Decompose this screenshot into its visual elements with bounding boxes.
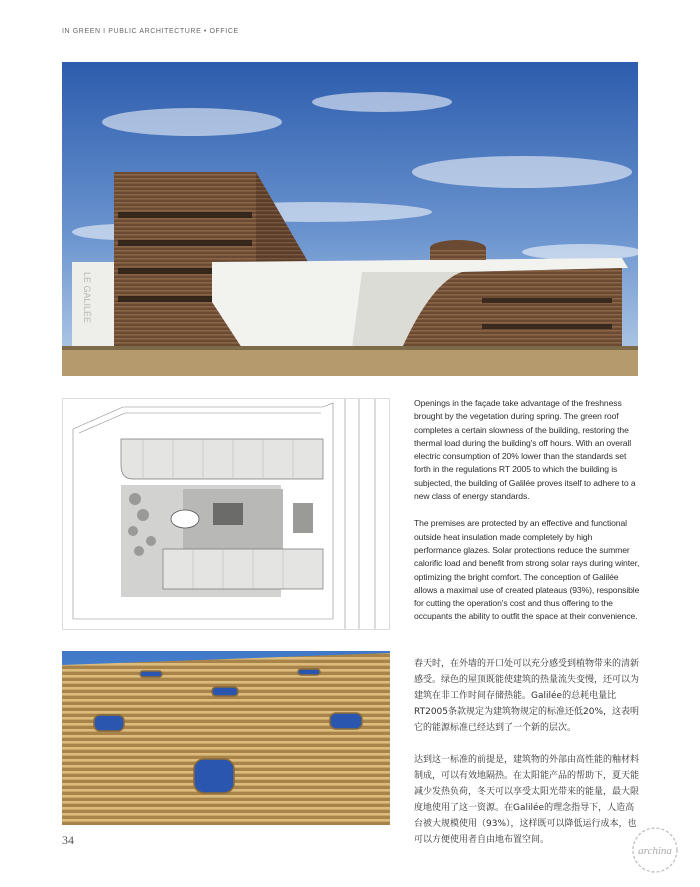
site-plan-illustration bbox=[63, 399, 389, 629]
hero-photo-illustration bbox=[62, 62, 638, 376]
facade-slats bbox=[62, 653, 390, 825]
chinese-paragraph-1: 春天时，在外墙的开口处可以充分感受到植物带来的清新感受。绿色的屋顶既能使建筑的热量流失变慢，还可以为建筑在非工作时间存储热能。Galilée的总耗电量比RT2005条款规定为建筑物规定的标准还低20%，这表明它的能源标准已经达到了一个新的层次。 bbox=[414, 659, 640, 733]
svg-text:archina: archina bbox=[638, 845, 672, 857]
running-head: IN GREEN I PUBLIC ARCHITECTURE • OFFICE bbox=[62, 28, 239, 35]
english-paragraph-1: Openings in the façade take advantage of the freshness brought by the vegetation during spring. The green roof completes a certain slowness of the building, restoring the thermal load during the building's off hours. With an overall electric consumption of 20% lower than the standards set forth in the regulations RT 2005 to which the building is subjected, the building of Galilée proves itself to adhere to a new class of energy standards. bbox=[414, 398, 636, 502]
watermark-icon bbox=[620, 820, 690, 880]
facade-photo-illustration bbox=[62, 651, 390, 825]
watermark-logo bbox=[620, 820, 690, 880]
english-body-text bbox=[414, 397, 640, 638]
site-plan-drawing bbox=[62, 398, 390, 630]
chinese-paragraph-2: 达到这一标准的前提是，建筑物的外部由高性能的釉材料制成，可以有效地隔热。在太阳能产品的帮助下，夏天能减少发热负荷，冬天可以享受太阳光带来的能量，最大限度地使用了这一资源。在Galilée的理念指导下，人造高台被大规模使用（93%），这样既可以降低运行成本，也可以方便使用者自由地布置空间。 bbox=[414, 755, 640, 845]
ground bbox=[62, 348, 638, 376]
hero-building-photo bbox=[62, 62, 638, 376]
english-paragraph-2: The premises are protected by an effective and functional outside heat insulation made completely by high performance glazes. Solar protections reduce the summer calorific load and benefit from strong solar rays during winter, optimizing the bright comfort. The conception of Galilée allows a maximal use of created plateaus (93%), responsible for cutting the operation's cost and thus offering to the occupants the ability to outfit the space at their convenience. bbox=[414, 518, 640, 622]
building-sign: LE GALILÉE bbox=[82, 272, 92, 324]
page-number: 34 bbox=[62, 833, 74, 847]
chinese-body-text bbox=[414, 656, 640, 864]
facade-detail-photo bbox=[62, 651, 390, 825]
